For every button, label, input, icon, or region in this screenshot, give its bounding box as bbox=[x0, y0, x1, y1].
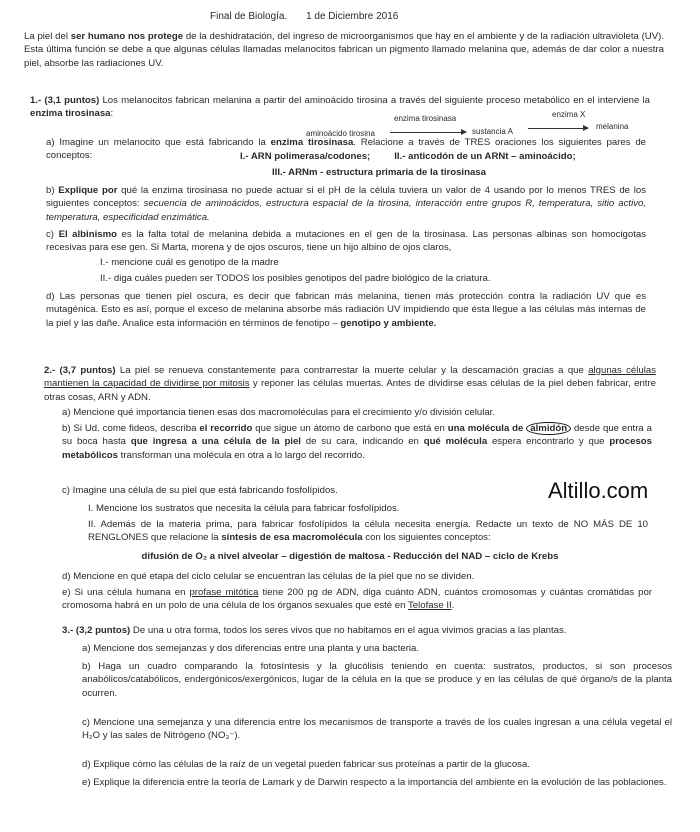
question-3e: e) Explique la diferencia entre la teoría de Lamark y de Darwin respecto a la importancia del ambiente en la evolución de las poblaciones. bbox=[82, 777, 667, 788]
question-1-stem: 1.- (3,1 puntos) Los melanocitos fabrican melanina a partir del aminoácido tirosina a través del siguiente proceso metabólico en el interviene la enzima tirosinasa: bbox=[30, 95, 650, 120]
watermark-text: Altillo.com bbox=[548, 478, 649, 503]
question-1a-concept-3: III.- ARNm - estructura primaria de la tirosinasa bbox=[272, 167, 486, 178]
pathway-enzyme-x-label: enzima X bbox=[552, 110, 586, 119]
question-1d: d) Las personas que tienen piel oscura, es decir que fabrican más melanina, tienen más protección contra la radiación UV que es mutagénica. Esto es así, porque el exceso de melanina absorbe más radiación UV impidiendo que ésta llegue a las células más internas de la piel y las dañe. Analice esta información en términos de fenotipo – genotipo y ambiente. bbox=[46, 291, 646, 329]
question-2d: d) Mencione en qué etapa del ciclo celular se encuentran las células de la piel que no se dividen. bbox=[62, 571, 475, 582]
question-3b: b) Haga un cuadro comparando la fotosíntesis y la glucólisis teniendo en cuenta: sustratos, productos, si son procesos anabólicos/catabólicos, endergónicos/exergónicos, lugar de la célula en la que se produce y en las células de qué órgano/s de la planta ocurren. bbox=[82, 661, 672, 699]
question-2a: a) Mencione qué importancia tienen esas dos macromoléculas para el crecimiento y/o división celular. bbox=[62, 407, 496, 418]
pathway-enzyme-label: enzima tirosinasa bbox=[394, 114, 457, 123]
question-2b: b) Si Ud. come fideos, describa el recorrido que sigue un átomo de carbono que está en una molécula de almidón desde que entra a su boca hasta que ingresa a una célula de la piel de su cara, indicando en qué molécula espera encontrarlo y que procesos metabólicos transforman una molécula en otra a lo largo del recorrido. bbox=[62, 423, 652, 461]
question-3-stem: 3.- (3,2 puntos) De una u otra forma, todos los seres vivos que no habitamos en el agua vivimos gracias a las plantas. bbox=[62, 625, 567, 636]
circled-word: almidón bbox=[526, 422, 571, 435]
question-3c: c) Mencione una semejanza y una diferencia entre los mecanismos de transporte a través de los cuales ingresan a una célula vegetal el H₂O y las sales de Nitrógeno (NO₃⁻). bbox=[82, 717, 672, 742]
pathway-substrate: aminoácido tirosina bbox=[306, 129, 375, 138]
question-3d: d) Explique cómo las células de la raíz de un vegetal pueden fabricar sus proteínas a partir de la glucosa. bbox=[82, 759, 530, 770]
question-3a: a) Mencione dos semejanzas y dos diferencias entre una planta y una bacteria. bbox=[82, 643, 420, 654]
question-2c-concepts: difusión de O₂ a nivel alveolar – digestión de maltosa - Reducción del NAD – ciclo de Krebs bbox=[141, 551, 559, 562]
question-2-stem: 2.- (3,7 puntos) La piel se renueva constantemente para contrarrestar la muerte celular y la descamación gracias a que algunas células mantienen la capacidad de dividirse por mitosis y reponer las células muertas. Antes de dividirse esas células de la piel deben fabricar, entre otras cosas, ARN y ADN. bbox=[44, 365, 656, 403]
question-1a-concept-1-2: I.- ARN polimerasa/codones; II.- anticodón de un ARNt – aminoácido; bbox=[240, 151, 576, 162]
pathway-arrow-2 bbox=[528, 128, 588, 129]
question-1c-i: I.- mencione cuál es genotipo de la madre bbox=[100, 257, 279, 268]
exam-date: 1 de Diciembre 2016 bbox=[306, 11, 399, 22]
intro-paragraph: La piel del ser humano nos protege de la deshidratación, del ingreso de microorganismos que hay en el ambiente y de la radiación ultravioleta (UV). Esta última función se debe a que algunas células llamadas melanocitos fabrican un pigmento llamado melanina que, además de dar color a nuestra piel, absorbe las radiaciones UV. bbox=[24, 31, 664, 69]
pathway-arrow-1 bbox=[390, 132, 466, 133]
question-2e: e) Si una célula humana en profase mitótica tiene 200 pg de ADN, diga cuánto ADN, cuántos cromosomas y cuántas cromátidas por cromosoma habrá en un polo de una célula de los órganos sexuales que esté en Telofase II. bbox=[62, 587, 652, 612]
pathway-product: melanina bbox=[596, 122, 629, 131]
exam-title: Final de Biología. bbox=[210, 11, 288, 22]
question-1a: a) Imagine un melanocito que está fabricando la enzima tirosinasa. Relacione a través de TRES oraciones los siguientes pares de conceptos: bbox=[46, 137, 647, 162]
question-1c-ii: II.- diga cuáles pueden ser TODOS los posibles genotipos del padre biológico de la criatura. bbox=[100, 273, 491, 284]
question-2c-i: I. Mencione los sustratos que necesita la célula para fabricar fosfolípidos. bbox=[88, 503, 400, 514]
question-2c: c) Imagine una célula de su piel que está fabricando fosfolípidos. bbox=[62, 485, 338, 496]
exam-header bbox=[210, 10, 414, 23]
question-1c: c) El albinismo es la falta total de melanina debida a mutaciones en el gen de la tirosinasa. Las personas albinas son homocigotas recesivas para ese gen. Si Marta, morena y de ojos oscuros, tiene un hijo albino de ojos claros, bbox=[46, 229, 646, 254]
question-2c-ii: II. Además de la materia prima, para fabricar fosfolípidos la célula necesita energía. Redacte un texto de NO MÁS DE 10 RENGLONES que relacione la síntesis de esa macromolécula con los siguientes conceptos: bbox=[88, 519, 648, 544]
question-1b: b) Explique por qué la enzima tirosinasa no puede actuar si el pH de la célula tuviera un valor de 4 usando por lo menos TRES de los siguientes conceptos: secuencia de aminoácidos, estructura espacial de la tirosina, interacción entre grupos R, temperatura, sitio activo, temperatura, especificidad enzimática. bbox=[46, 185, 646, 223]
pathway-intermediate: sustancia A bbox=[472, 127, 513, 136]
